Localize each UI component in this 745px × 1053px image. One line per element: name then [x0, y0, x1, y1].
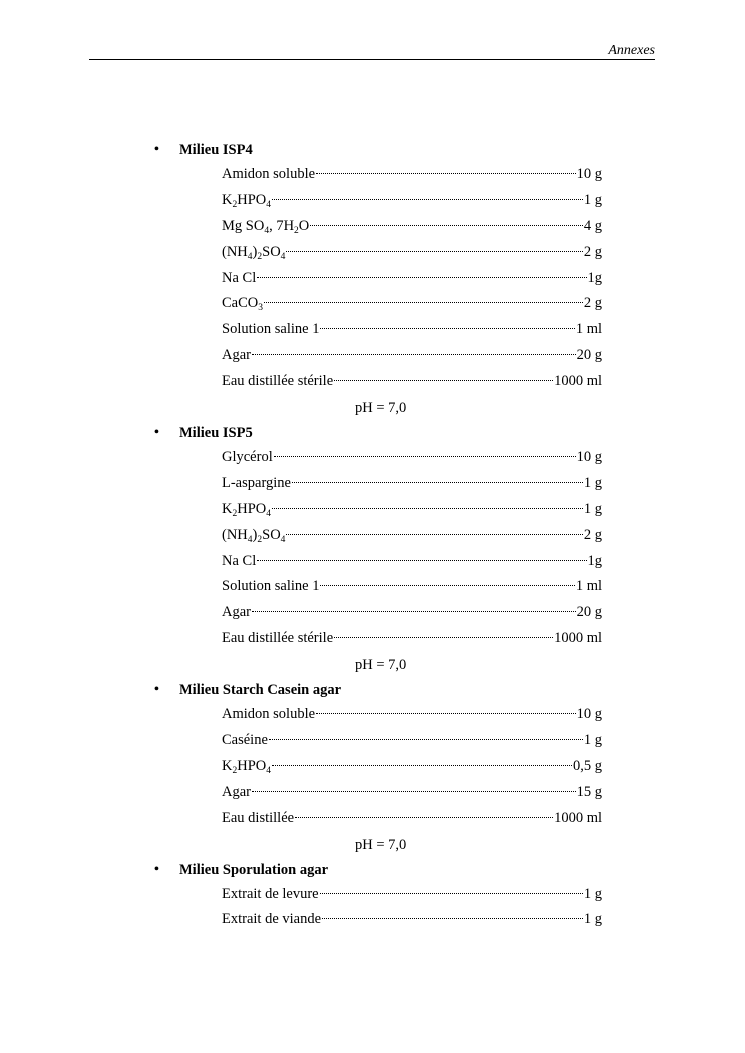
dot-leader	[320, 585, 574, 586]
ingredient-name	[222, 497, 271, 525]
formula-subscript: 4	[266, 765, 271, 776]
ingredient-name	[222, 549, 256, 575]
formula-subscript: 4	[280, 534, 286, 545]
formula-text: )	[252, 243, 258, 260]
dot-leader	[316, 713, 576, 714]
ingredient-quantity: 2 g	[583, 526, 602, 543]
ingredient-quantity: 0,5 g	[573, 757, 602, 774]
ingredient-row	[222, 240, 602, 266]
formula-text: Solution saline 1	[222, 578, 320, 595]
bullet-icon: •	[154, 425, 159, 441]
ingredient-row	[222, 523, 602, 549]
dot-leader	[320, 893, 583, 894]
ingredient-quantity: 1 g	[583, 911, 602, 928]
section-heading	[0, 421, 745, 445]
bullet-icon: •	[154, 861, 159, 877]
ingredient-name	[222, 574, 319, 600]
dot-leader	[334, 637, 553, 638]
dot-leader	[274, 456, 576, 457]
formula-text: Solution saline 1	[222, 321, 320, 338]
formula-subscript: 2	[232, 765, 238, 776]
dot-leader	[252, 354, 576, 355]
dot-leader	[320, 328, 574, 329]
formula-subscript: 4	[280, 251, 286, 262]
ingredient-name	[222, 806, 294, 832]
ingredient-name	[222, 445, 273, 471]
dot-leader	[310, 225, 583, 226]
formula-subscript: 2	[232, 508, 238, 519]
formula-text: HPO	[237, 191, 267, 208]
ingredient-row	[222, 188, 602, 214]
formula-text: K	[222, 191, 233, 208]
header-title: Annexes	[608, 43, 655, 58]
ingredient-quantity: 1 g	[583, 500, 602, 517]
ingredient-quantity: 10 g	[576, 449, 602, 466]
dot-leader	[264, 302, 583, 303]
dot-leader	[286, 534, 582, 535]
ingredient-quantity: 1 g	[583, 885, 602, 902]
ingredient-name	[222, 907, 321, 933]
ingredient-name	[222, 317, 319, 343]
formula-text: , 7H	[269, 217, 295, 234]
ingredient-name	[222, 188, 271, 216]
formula-text: Caséine	[222, 732, 268, 749]
medium-section	[0, 858, 745, 934]
dot-leader	[272, 199, 583, 200]
ingredient-quantity: 1 ml	[575, 578, 602, 595]
formula-text: Extrait de levure	[222, 885, 319, 902]
ingredient-row	[222, 266, 602, 292]
ingredient-name	[222, 882, 319, 908]
formula-subscript: 4	[266, 199, 271, 210]
ingredient-row	[222, 907, 602, 933]
ingredient-row	[222, 574, 602, 600]
ingredient-quantity: 1 g	[583, 474, 602, 491]
medium-section	[0, 678, 745, 857]
ingredient-name	[222, 471, 291, 497]
ingredient-row	[222, 445, 602, 471]
dot-leader	[252, 791, 576, 792]
ingredient-row	[222, 369, 602, 395]
ingredient-quantity: 20 g	[576, 604, 602, 621]
formula-text: Amidon soluble	[222, 706, 316, 723]
formula-text: O	[298, 217, 310, 234]
ingredient-row	[222, 343, 602, 369]
ingredient-quantity: 1g	[587, 552, 602, 569]
ingredient-row	[222, 471, 602, 497]
ingredient-quantity: 10 g	[576, 166, 602, 182]
formula-text: Amidon soluble	[222, 166, 316, 182]
dot-leader	[272, 508, 583, 509]
ingredient-quantity: 10 g	[576, 706, 602, 723]
ingredient-row	[222, 214, 602, 240]
formula-text: SO	[262, 243, 281, 260]
dot-leader	[295, 817, 553, 818]
ingredient-row	[222, 291, 602, 317]
formula-text: Extrait de viande	[222, 911, 322, 928]
section-heading	[0, 138, 745, 162]
section-heading	[0, 678, 745, 702]
formula-subscript: 4	[266, 508, 271, 519]
formula-text: Na Cl	[222, 269, 257, 286]
ingredient-row	[222, 497, 602, 523]
ingredient-quantity: 20 g	[576, 347, 602, 364]
formula-text: Agar	[222, 347, 251, 364]
ingredient-row	[222, 626, 602, 652]
ingredient-quantity: 4 g	[583, 217, 602, 234]
ingredient-name	[222, 728, 268, 754]
ingredient-row	[222, 780, 602, 806]
document-body	[0, 138, 745, 933]
formula-subscript: 4	[247, 534, 253, 545]
formula-subscript: 2	[257, 251, 263, 262]
ingredient-name	[222, 162, 315, 188]
section-title: Milieu Sporulation agar	[179, 861, 329, 878]
ingredient-quantity: 1 g	[583, 732, 602, 749]
dot-leader	[286, 251, 582, 252]
dot-leader	[252, 611, 576, 612]
formula-text: HPO	[237, 757, 267, 774]
ingredient-name	[222, 214, 309, 242]
formula-text: L-aspargine	[222, 474, 291, 491]
ingredient-row	[222, 882, 602, 908]
ingredient-quantity: 1000 ml	[554, 630, 602, 647]
formula-text: K	[222, 757, 233, 774]
ingredient-name	[222, 626, 333, 652]
formula-text: (NH	[222, 243, 248, 260]
ingredient-row	[222, 549, 602, 575]
dot-leader	[269, 739, 583, 740]
ingredient-quantity: 1 g	[583, 191, 602, 208]
ph-value: pH = 7,0	[355, 400, 407, 417]
formula-subscript: 2	[232, 199, 238, 210]
ingredient-quantity: 2 g	[583, 243, 602, 260]
ph-value: pH = 7,0	[355, 836, 407, 853]
formula-subscript: 2	[294, 225, 299, 236]
section-heading	[0, 858, 745, 882]
ingredient-quantity: 1000 ml	[554, 809, 602, 826]
section-title: Milieu ISP4	[179, 142, 253, 158]
formula-subscript: 3	[258, 303, 263, 314]
ingredient-quantity: 2 g	[583, 295, 602, 312]
medium-section	[0, 138, 745, 421]
dot-leader	[257, 277, 586, 278]
ingredient-name	[222, 702, 315, 728]
dot-leader	[257, 560, 586, 561]
formula-text: )	[252, 526, 258, 543]
formula-subscript: 4	[247, 251, 253, 262]
formula-text: Mg SO	[222, 217, 265, 234]
dot-leader	[334, 380, 553, 381]
ph-value: pH = 7,0	[355, 657, 407, 674]
bullet-icon: •	[154, 142, 159, 157]
ingredient-name	[222, 343, 251, 369]
bullet-icon: •	[154, 682, 159, 698]
formula-text: Eau distillée	[222, 809, 295, 826]
medium-section	[0, 421, 745, 678]
ingredient-name	[222, 369, 333, 395]
ingredient-quantity: 1g	[587, 269, 602, 286]
ingredient-quantity: 1 ml	[575, 321, 602, 338]
formula-text: CaCO	[222, 295, 259, 312]
formula-text: Eau distillée stérile	[222, 373, 334, 390]
ingredient-name	[222, 600, 251, 626]
ingredient-row	[222, 702, 602, 728]
ingredient-name	[222, 291, 263, 319]
formula-text: Agar	[222, 604, 251, 621]
formula-text: Agar	[222, 783, 251, 800]
ingredient-row	[222, 600, 602, 626]
ingredient-quantity: 15 g	[576, 783, 602, 800]
dot-leader	[322, 918, 583, 919]
ingredient-name	[222, 780, 251, 806]
ingredient-row	[222, 162, 602, 188]
formula-subscript: 2	[257, 534, 263, 545]
formula-text: SO	[262, 526, 281, 543]
ingredient-row	[222, 728, 602, 754]
ingredient-name	[222, 754, 271, 782]
formula-text: HPO	[237, 500, 267, 517]
dot-leader	[316, 173, 576, 174]
ingredient-row	[222, 317, 602, 343]
section-title: Milieu ISP5	[179, 425, 253, 442]
ingredient-name	[222, 240, 285, 268]
formula-subscript: 4	[264, 225, 270, 236]
formula-text: Glycérol	[222, 449, 273, 466]
ingredient-row	[222, 806, 602, 832]
ingredient-row	[222, 754, 602, 780]
formula-text: Na Cl	[222, 552, 257, 569]
formula-text: K	[222, 500, 233, 517]
ingredient-name	[222, 523, 285, 551]
ingredient-quantity: 1000 ml	[554, 373, 602, 390]
header-rule	[89, 59, 655, 60]
ingredient-name	[222, 266, 256, 292]
formula-text: (NH	[222, 526, 248, 543]
formula-text: Eau distillée stérile	[222, 630, 334, 647]
dot-leader	[292, 482, 583, 483]
section-title: Milieu Starch Casein agar	[179, 682, 342, 699]
dot-leader	[272, 765, 572, 766]
